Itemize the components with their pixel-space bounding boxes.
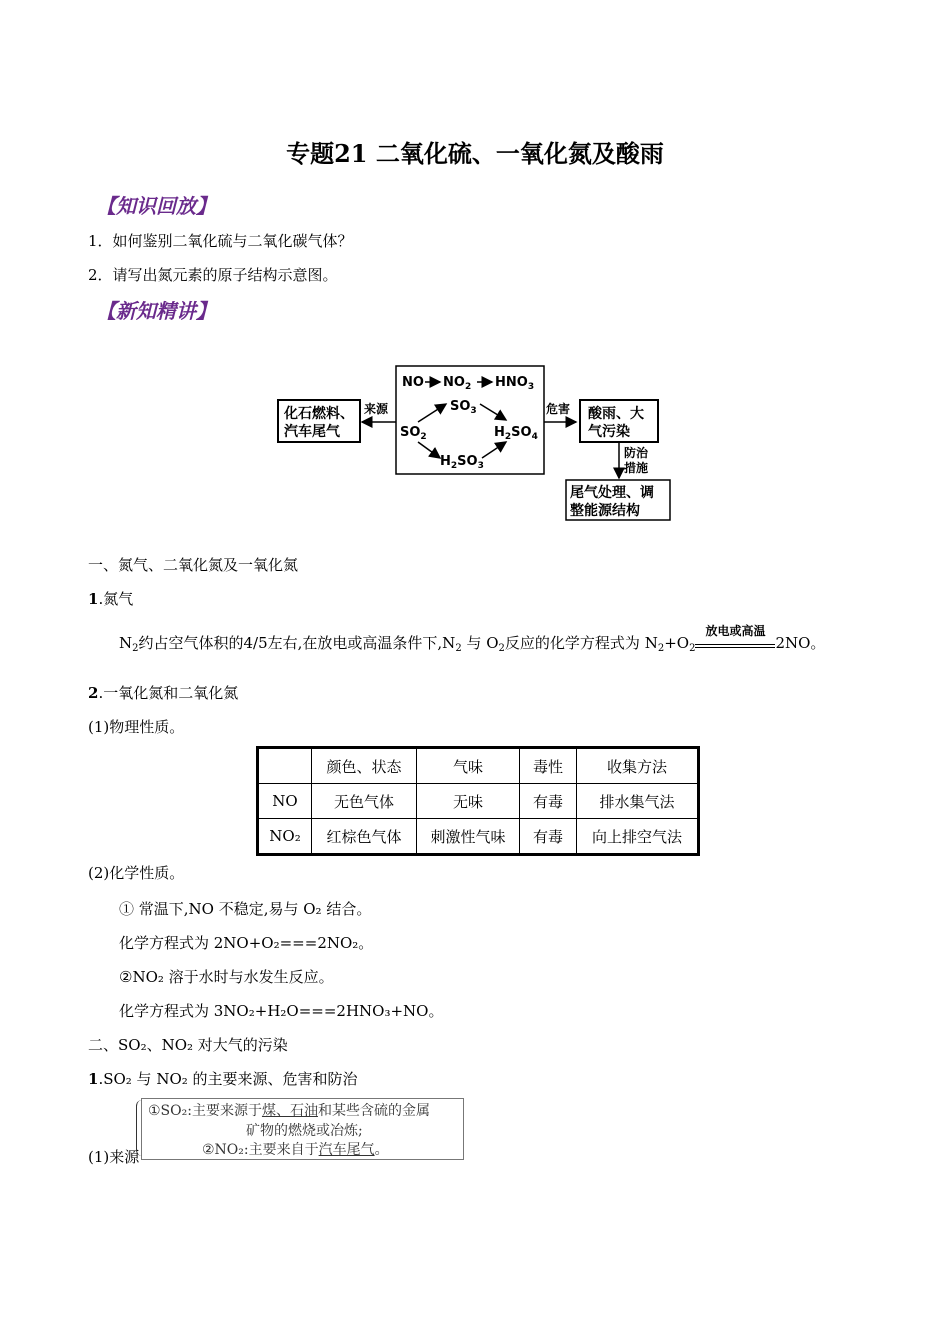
so3-label: $SO_3$ [450, 399, 477, 416]
page-title: 专题21 二氧化硫、一氧化氮及酸雨 [286, 139, 664, 168]
chem-equation-1: 化学方程式为 2NO+O₂===2NO₂。 [119, 934, 374, 952]
table-header-cell: 气味 [417, 748, 520, 784]
harm-box-line-1: 酸雨、大 [588, 406, 644, 422]
part2-sub1: 1.SO₂ 与 NO₂ 的主要来源、危害和防治 [88, 1070, 358, 1088]
chem-point-1: ① 常温下,NO 不稳定,易与 O₂ 结合。 [119, 900, 372, 918]
prevent-label-1: 防治 [624, 446, 649, 460]
properties-table [256, 746, 700, 856]
table-cell: 有毒 [520, 784, 577, 819]
part1-heading: 一、氮气、二氧化氮及一氧化氮 [88, 556, 299, 574]
review-item-2: 2．请写出氮元素的原子结构示意图。 [88, 266, 338, 284]
table-header-row [258, 748, 699, 784]
table-cell: 向上排空气法 [577, 819, 699, 855]
part1-sub2: 2.一氧化氮和二氧化氮 [88, 684, 239, 702]
table-row [258, 819, 699, 855]
table-cell: 刺激性气味 [417, 819, 520, 855]
so2-label: $SO_2$ [400, 425, 427, 442]
reaction-condition: 放电或高温 [705, 624, 766, 638]
part2-heading: 二、SO₂、NO₂ 对大气的污染 [88, 1036, 288, 1054]
table-cell: 无味 [417, 784, 520, 819]
source-box-line-1: 化石燃料、 [284, 406, 354, 422]
prevent-label-2: 措施 [624, 461, 649, 475]
table-cell: 有毒 [520, 819, 577, 855]
prevent-box-line-1: 尾气处理、调 [570, 485, 654, 501]
table-row [258, 784, 699, 819]
part1-sub1: 1.氮气 [88, 590, 134, 608]
pollution-flow-diagram [270, 358, 690, 528]
table-cell: NO [258, 784, 312, 819]
no2-label: $NO_2$ [443, 375, 472, 392]
source-box-line-2: 汽车尾气 [284, 424, 340, 440]
table-header-cell: 颜色、状态 [312, 748, 417, 784]
n2-paragraph: $N_2$约占空气体积的4/5左右,在放电或高温条件下$,N_2$ 与 $O_2$反应的化学方程式为 $N_2+O_2$ 放电或高温 2NO。 [119, 624, 826, 654]
chem-point-2: ②NO₂ 溶于水时与水发生反应。 [119, 968, 334, 986]
h2so3-label: $H_2SO_3$ [440, 454, 484, 471]
source-line-2: 矿物的燃烧或冶炼; [246, 1123, 363, 1139]
chem-equation-2: 化学方程式为 3NO₂+H₂O===2HNO₃+NO。 [119, 1002, 444, 1020]
brace-icon [136, 1100, 143, 1156]
harm-label: 危害 [546, 402, 571, 416]
prevent-box-line-2: 整能源结构 [570, 503, 640, 519]
section-heading-review: 【知识回放】 [96, 194, 216, 218]
physical-properties-label: (1)物理性质。 [88, 718, 185, 736]
source-line-3: ②NO₂:主要来自于汽车尾气。 [202, 1142, 389, 1158]
no-label: NO [402, 375, 424, 390]
h2so4-label: $H_2SO_4$ [494, 425, 538, 442]
review-item-1: 1．如何鉴别二氧化硫与二氧化碳气体？ [88, 232, 353, 250]
chemical-properties-label: (2)化学性质。 [88, 864, 185, 882]
source-detail-box [141, 1098, 464, 1160]
table-cell: 排水集气法 [577, 784, 699, 819]
source-label: 来源 [364, 402, 389, 416]
table-cell: 无色气体 [312, 784, 417, 819]
table-header-cell: 毒性 [520, 748, 577, 784]
section-heading-new: 【新知精讲】 [96, 299, 216, 323]
table-header-cell: 收集方法 [577, 748, 699, 784]
hno3-label: $HNO_3$ [495, 375, 535, 392]
source-line-1: ①SO₂:主要来源于煤、石油和某些含硫的金属 [148, 1103, 430, 1119]
table-cell: 红棕色气体 [312, 819, 417, 855]
table-cell: NO₂ [258, 819, 312, 855]
table-header-cell [258, 748, 312, 784]
source-label: (1)来源 [88, 1148, 140, 1166]
harm-box-line-2: 气污染 [588, 424, 630, 440]
